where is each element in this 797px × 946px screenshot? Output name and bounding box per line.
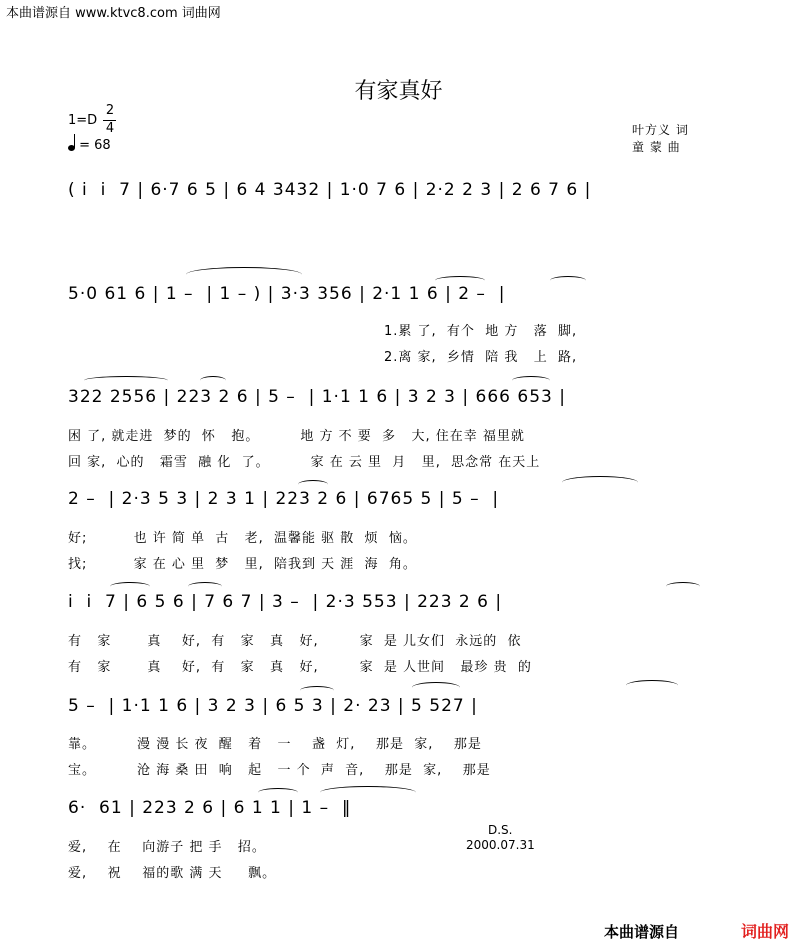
notation-row-5: i i 7 | 6 5 6 | 7 6 7 | 3 – | 2·3 553 | 223 2 6 |	[68, 592, 503, 612]
slur	[188, 582, 222, 591]
notation-row-6: 5 – | 1·1 1 6 | 3 2 3 | 6 5 3 | 2· 23 | 5 527 |	[68, 696, 478, 716]
key-signature: 1=D	[68, 113, 98, 128]
footer-source-label: 本曲谱源自	[603, 923, 679, 941]
tempo-value: = 68	[79, 138, 111, 153]
ds-marking: D.S.	[488, 823, 513, 837]
slur	[562, 476, 638, 489]
lyrics-row-5-verse-2: 有 家 真 好, 有 家 真 好, 家 是 人世间 最珍 贵 的	[68, 660, 532, 675]
slur	[626, 680, 678, 691]
lyrics-row-4-verse-1: 好; 也 许 简 单 古 老, 温馨能 驱 散 烦 恼。	[68, 531, 417, 546]
time-signature-top: 2	[105, 103, 115, 118]
notation-row-3: 322 2556 | 223 2 6 | 5 – | 1·1 1 6 | 3 2 3 | 666 653 |	[68, 387, 566, 407]
tempo-marking	[68, 138, 111, 153]
notation-row-1: ( i i 7 | 6·7 6 5 | 6 4 3432 | 1·0 7 6 | 2·2 2 3 | 2 6 7 6 |	[68, 180, 592, 200]
lyrics-row-6-verse-2: 宝。 沧 海 桑 田 响 起 一 个 声 音, 那是 家, 那是	[68, 763, 491, 778]
slur	[320, 786, 416, 799]
lyrics-row-3-verse-2: 回 家, 心的 霜雪 融 化 了。 家 在 云 里 月 里, 思念常 在天上	[68, 455, 541, 470]
slur	[412, 682, 460, 693]
composition-date: 2000.07.31	[466, 838, 535, 852]
slur	[512, 376, 550, 385]
lyrics-row-4-verse-2: 找; 家 在 心 里 梦 里, 陪我到 天 涯 海 角。	[68, 557, 417, 572]
footer-site-logo[interactable]: 词曲网	[740, 922, 789, 941]
song-title: 有家真好	[354, 79, 443, 104]
lyrics-row-7-verse-1: 爱, 在 向游子 把 手 招。	[68, 840, 266, 855]
slur	[300, 686, 334, 695]
site-header: 本曲谱源自 www.ktvc8.com 词曲网	[6, 6, 221, 21]
lyrics-row-3-verse-1: 困 了, 就走进 梦的 怀 抱。 地 方 不 要 多 大, 住在幸 福里就	[68, 429, 525, 444]
slur	[258, 788, 298, 797]
lyricist-credit: 叶方义 词	[632, 123, 689, 137]
slur	[84, 376, 168, 385]
slur	[550, 276, 586, 285]
slur	[298, 480, 328, 489]
notation-row-2: 5·0 61 6 | 1 – | 1 – ) | 3·3 356 | 2·1 1 6 | 2 – |	[68, 284, 506, 304]
time-signature-bottom: 4	[105, 121, 115, 136]
lyrics-row-7-verse-2: 爱, 祝 福的歌 满 天 飘。	[68, 866, 277, 881]
composer-credit: 童 蒙 曲	[632, 140, 681, 154]
slur	[666, 582, 700, 591]
slur	[110, 582, 150, 591]
notation-row-7: 6· 61 | 223 2 6 | 6 1 1 | 1 – ‖	[68, 798, 352, 818]
lyrics-row-2-verse-2: 2.离 家, 乡情 陪 我 上 路,	[384, 350, 578, 365]
slur	[186, 267, 302, 282]
slur	[200, 376, 226, 385]
slur	[435, 276, 485, 285]
lyrics-row-2-verse-1: 1.累 了, 有个 地 方 落 脚,	[384, 324, 578, 339]
lyrics-row-6-verse-1: 靠。 漫 漫 长 夜 醒 着 一 盏 灯, 那是 家, 那是	[68, 737, 482, 752]
notation-row-4: 2 – | 2·3 5 3 | 2 3 1 | 223 2 6 | 6765 5 | 5 – |	[68, 489, 500, 509]
lyrics-row-5-verse-1: 有 家 真 好, 有 家 真 好, 家 是 儿女们 永远的 依	[68, 634, 522, 649]
quarter-note-icon	[68, 145, 75, 151]
